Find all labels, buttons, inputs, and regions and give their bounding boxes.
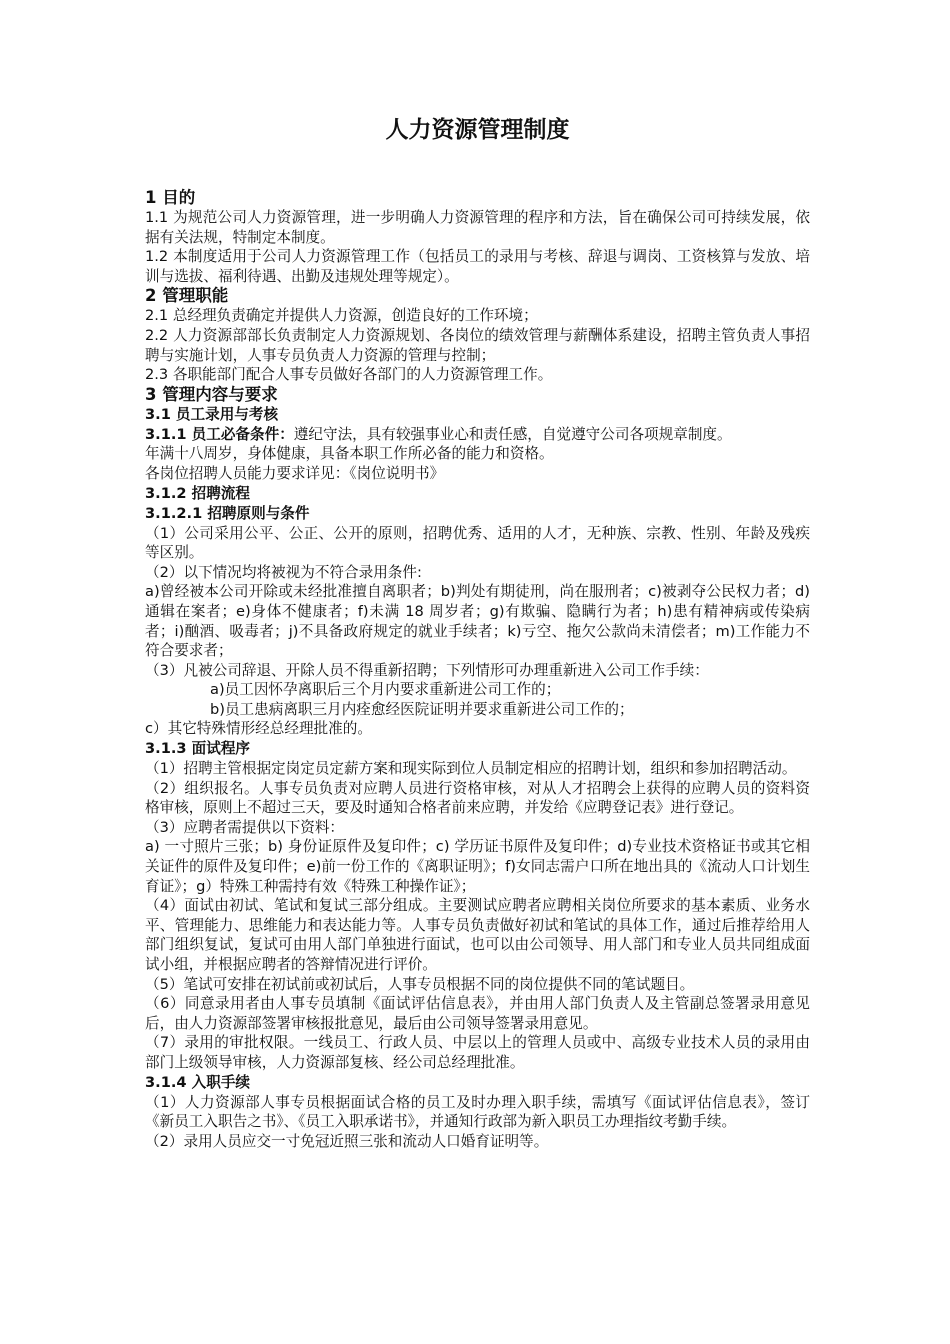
paragraph: （1）人力资源部人事专员根据面试合格的员工及时办理入职手续，需填写《面试评估信息表》，签订《新员工入职告之书》、《员工入职承诺书》，并通知行政部为新入职员工办理指纹考勤手续。 (145, 1093, 810, 1131)
paragraph: （2）以下情况均将被视为不符合录用条件: (145, 563, 422, 581)
paragraph: 各岗位招聘人员能力要求详见：《岗位说明书》 (145, 464, 445, 482)
paragraph: 1.1 为规范公司人力资源管理，进一步明确人力资源管理的程序和方法，旨在确保公司可持续发展，依据有关法规，特制定本制度。 (145, 209, 810, 246)
paragraph: （6）同意录用者由人事专员填制《面试评估信息表》，并由用人部门负责人及主管副总签署录用意见后，由人力资源部签署审核报批意见，最后由公司领导签署录用意见。 (145, 995, 810, 1032)
paragraph: 1.2 本制度适用于公司人力资源管理工作（包括员工的录用与考核、辞退与调岗、工资核算与发放、培训与选拔、福利待遇、出勤及违规处理等规定）。 (145, 248, 810, 285)
subsection-heading: 3.1.2 招聘流程 (145, 484, 251, 502)
subsection-heading: 3.1 员工录用与考核 (145, 405, 279, 423)
paragraph-lead: 3.1.1 员工必备条件： (145, 425, 294, 443)
paragraph: 2.1 总经理负责确定并提供人力资源，创造良好的工作环境； (145, 307, 538, 325)
document-title: 人力资源管理制度 (385, 117, 570, 143)
subsection-heading: 3.1.3 面试程序 (145, 740, 251, 758)
paragraph: （5）笔试可安排在初试前或初试后，人事专员根据不同的岗位提供不同的笔试题目。 (145, 975, 695, 993)
paragraph: a)曾经被本公司开除或未经批准擅自离职者；b)判处有期徒刑，尚在服刑者；c)被剥夺公民权力者；d)通辑在案者；e)身体不健康者；f)未满 18 周岁者；g)有欺骗、隐瞒行为者；h)患有精神病或传染病者；i)酗酒、吸毒者；j)不具备政府规定的就业手续者；k)亏空、拖欠公款尚未清偿者；m)工作能力不符合要求者； (145, 583, 810, 660)
subsection-heading: 3.1.4 入职手续 (145, 1073, 251, 1091)
paragraph: a) 一寸照片三张；b) 身份证原件及复印件；c) 学历证书原件及复印件；d)专业技术资格证书或其它相关证件的原件及复印件；e)前一份工作的《离职证明》；f)女同志需户口所在地出具的《流动人口计划生育证》；g）特殊工种需持有效《特殊工种操作证》； (145, 838, 810, 895)
paragraph: （3）应聘者需提供以下资料： (145, 818, 345, 836)
paragraph: （2）组织报名。人事专员负责对应聘人员进行资格审核，对从人才招聘会上获得的应聘人员的资料资格审核，原则上不超过三天，要及时通知合格者前来应聘，并发给《应聘登记表》进行登记。 (145, 779, 810, 817)
section-heading: 2 管理职能 (145, 286, 229, 306)
paragraph (145, 425, 810, 445)
paragraph: （7）录用的审批权限。一线员工、行政人员、中层以上的管理人员或中、高级专业技术人员的录用由部门上级领导审核，人力资源部复核、经公司总经理批准。 (145, 1034, 810, 1071)
paragraph: 2.3 各职能部门配合人事专员做好各部门的人力资源管理工作。 (145, 366, 553, 384)
paragraph: （1）招聘主管根据定岗定员定薪方案和现实际到位人员制定相应的招聘计划，组织和参加招聘活动。 (145, 760, 797, 778)
paragraph: （4）面试由初试、笔试和复试三部分组成。主要测试应聘者应聘相关岗位所要求的基本素质、业务水平、管理能力、思维能力和表达能力等。人事专员负责做好初试和笔试的具体工作，通过后推荐给用人部门组织复试，复试可由用人部门单独进行面试，也可以由公司领导、用人部门和专业人员共同组成面试小组，并根据应聘者的答辩情况进行评价。 (145, 897, 810, 973)
paragraph: （1）公司采用公平、公正、公开的原则，招聘优秀、适用的人才，无种族、宗教、性别、年龄及残疾等区别。 (145, 524, 810, 562)
paragraph-text: 遵纪守法，具有较强事业心和责任感，自觉遵守公司各项规章制度。 (293, 425, 732, 443)
indented-paragraph: b)员工患病离职三月内痊愈经医院证明并要求重新进公司工作的； (210, 700, 634, 718)
section-heading: 3 管理内容与要求 (145, 384, 278, 404)
indented-paragraph: a)员工因怀孕离职后三个月内要求重新进公司工作的； (210, 681, 561, 699)
section-heading: 1 目的 (145, 188, 196, 207)
document-body (145, 188, 810, 1151)
subsection-heading: 3.1.2.1 招聘原则与条件 (145, 504, 310, 522)
document-page (145, 112, 810, 1151)
paragraph: 年满十八周岁，身体健康，具备本职工作所必备的能力和资格。 (145, 445, 554, 463)
paragraph: 2.2 人力资源部部长负责制定人力资源规划、各岗位的绩效管理与薪酬体系建设，招聘主管负责人事招聘与实施计划，人事专员负责人力资源的管理与控制； (145, 326, 810, 364)
paragraph: （2）录用人员应交一寸免冠近照三张和流动人口婚育证明等。 (145, 1132, 549, 1150)
paragraph: c）其它特殊情形经总经理批准的。 (145, 720, 372, 738)
paragraph: （3）凡被公司辞退、开除人员不得重新招聘；下列情形可办理重新进入公司工作手续： (145, 661, 709, 679)
